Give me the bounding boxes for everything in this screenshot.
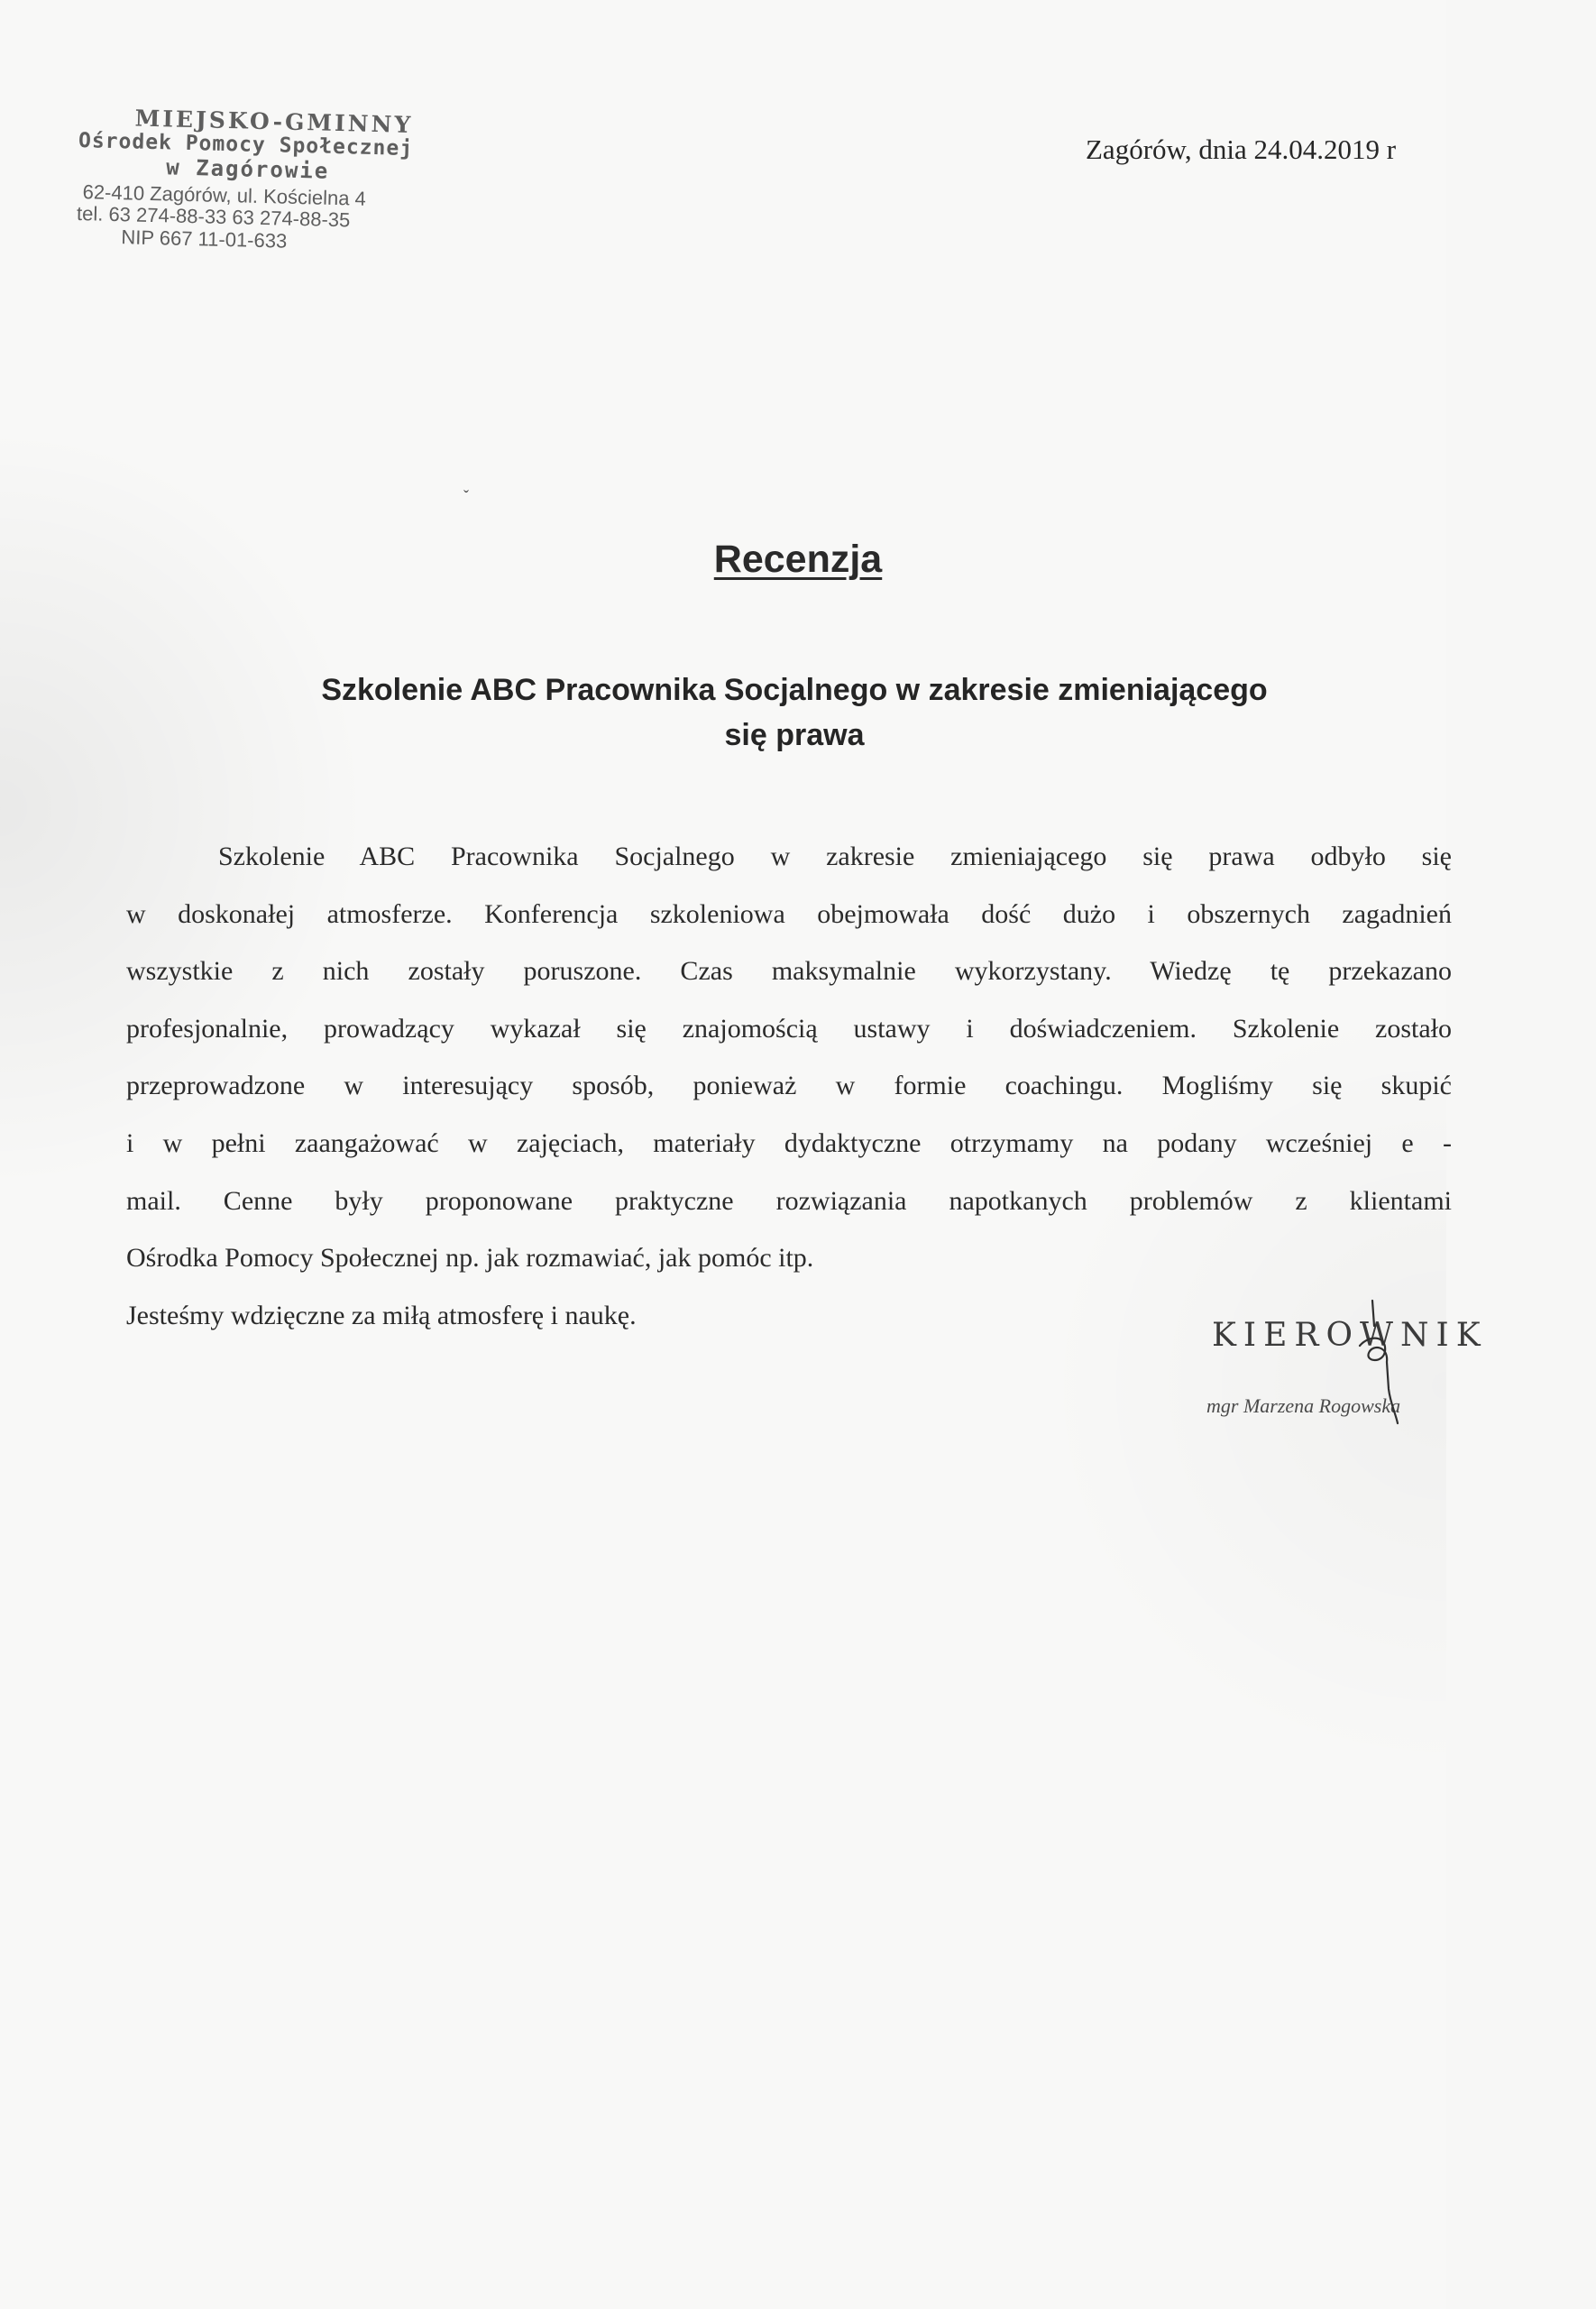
subtitle-line-2: się prawa (724, 718, 865, 752)
stamp-phone: tel. 63 274-88-33 63 274-88-35 (76, 202, 351, 232)
document-subtitle (213, 667, 1376, 758)
handwritten-signature (1333, 1299, 1414, 1425)
document-title: Recenzja (713, 538, 883, 581)
body-line: profesjonalnie, prowadzący wykazał się znajomością ustawy i doświadczeniem. Szkolenie zostało (126, 1013, 1452, 1044)
body-line: i w pełni zaangażować w zajęciach, materiały dydaktyczne otrzymamy na podany wcześniej e - (126, 1127, 1452, 1158)
body-line: Jesteśmy wdzięczne za miłą atmosferę i naukę. (126, 1300, 637, 1330)
body-line: Szkolenie ABC Pracownika Socjalnego w zakresie zmieniającego się prawa odbyło się (218, 842, 1452, 871)
body-line: Ośrodka Pomocy Społecznej np. jak rozmawiać, jak pomóc itp. (126, 1243, 814, 1274)
institution-stamp (76, 105, 521, 258)
document-date: Zagórów, dnia 24.04.2019 r (1086, 133, 1397, 165)
signature-title: KIEROWNIK (1212, 1317, 1488, 1354)
stamp-address: 62-410 Zagórów, ul. Kościelna 4 (82, 179, 367, 210)
stamp-nip: NIP 667 11-01-633 (121, 225, 288, 253)
body-line: mail. Cenne były proponowane praktyczne rozwiązania napotkanych problemów z klientami (126, 1185, 1452, 1216)
review-body (126, 828, 1452, 1344)
body-line: wszystkie z nich zostały poruszone. Czas maksymalnie wykorzystany. Wiedzę tę przekazano (126, 956, 1452, 987)
body-line: w doskonałej atmosferze. Konferencja szkoleniowa obejmowała dość dużo i obszernych zagadnień (126, 898, 1452, 929)
stamp-line-3: w Zagórowie (165, 154, 330, 184)
subtitle-line-1: Szkolenie ABC Pracownika Socjalnego w zakresie zmieniającego (321, 673, 1268, 707)
stamp-line-2: Ośrodek Pomocy Społecznej (78, 128, 414, 161)
tick-mark: ˇ (463, 487, 469, 505)
signatory-name: mgr Marzena Rogowska (1206, 1394, 1401, 1417)
stamp-line-1: MIEJSKO-GMINNY (134, 105, 414, 139)
body-line: przeprowadzone w interesujący sposób, ponieważ w formie coachingu. Mogliśmy się skupić (126, 1071, 1452, 1101)
